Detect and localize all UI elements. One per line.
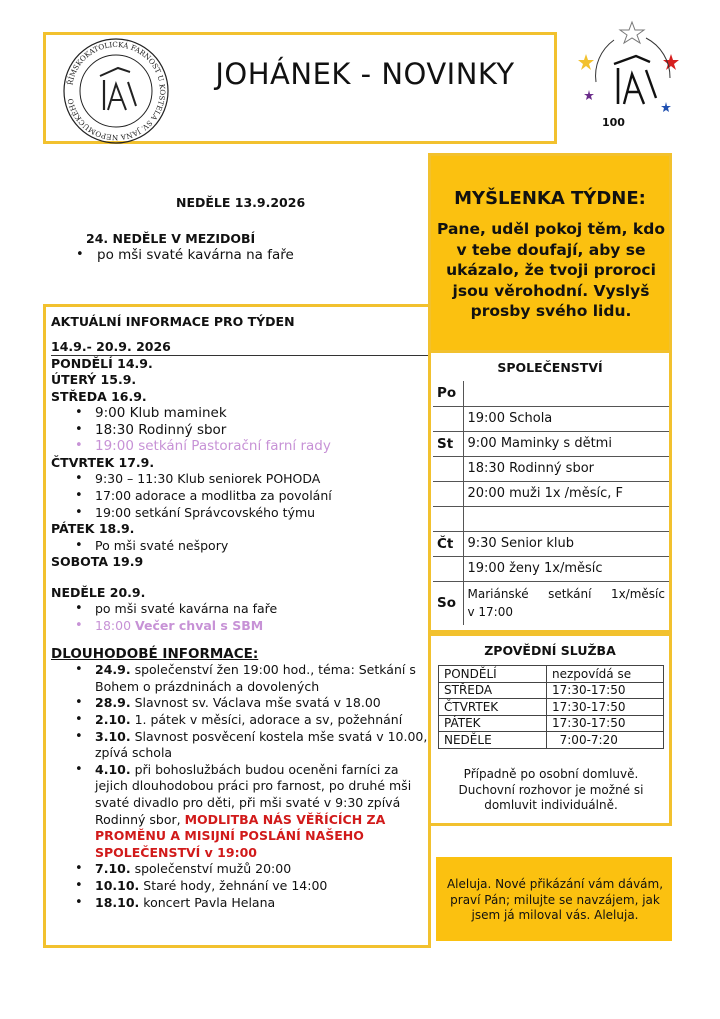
svg-text:100: 100 [602,116,625,129]
list-item: • 19:00 setkání Pastorační farní rady [51,438,429,455]
list-item: • 4.10. při bohoslužbách budou oceněni farníci za jejich dlouhodobou práci pro farnost, po druhé mši svaté divadlo pro děti, při mši svaté v 9:30 zpívá Rodinný sbor, MODLITBA NÁS VĚŘÍCÍCH ZA PROMĚNU A MISIJNÍ POSLÁNÍ NAŠEHO SPOLEČENSTVÍ v 19:00 [51,762,429,862]
event-time: 18:00 [95,617,132,633]
sunday-subtitle: 24. NEDĚLE V MEZIDOBÍ [86,231,256,246]
confession-table [438,665,664,749]
table-row: 20:00 muži 1x /měsíc, F [433,481,669,506]
list-item: • 19:00 setkání Správcovského týmu [51,505,429,522]
day-wednesday: STŘEDA 16.9. [51,388,147,404]
list-item: • 18.10. koncert Pavla Helana [51,895,429,912]
list-item: • 2.10. 1. pátek v měsíci, adorace a sv, požehnání [51,712,429,729]
community-title: SPOLEČENSTVÍ [497,360,603,375]
day-monday: PONDĚLÍ 14.9. [51,356,153,371]
table-row: PONDĚLÍ nezpovídá se [439,666,664,683]
sunday-list [70,247,400,264]
friday-list [51,538,429,555]
table-row: NEDĚLE 7:00-7:20 [439,732,664,749]
community-table [433,381,669,625]
star-blue-icon [661,102,671,112]
jubilee-logo [574,18,684,133]
long-term-title: DLOUHODOBÉ INFORMACE: [51,646,259,663]
day-thursday: ČTVRTEK 17.9. [51,455,155,470]
list-item: • po mši svaté kavárna na faře [51,601,429,618]
list-item: • 28.9. Slavnost sv. Václava mše svatá v 18.00 [51,695,429,712]
thought-title: MYŠLENKA TÝDNE: [454,188,646,209]
weekly-title: AKTUÁLNÍ INFORMACE PRO TÝDEN [51,314,295,329]
day-sunday: NEDĚLE 20.9. [51,584,146,600]
svg-text:ŘÍMSKOKATOLICKÁ FARNOST U KOST: ŘÍMSKOKATOLICKÁ FARNOST U KOSTELA SV. JANA NEPOMUCKÉHO [65,39,168,143]
list-item: • Po mši svaté nešpory [51,538,429,555]
table-row: 18:30 Rodinný sbor [433,456,669,481]
table-row: 19:00 Schola [433,406,669,431]
day-saturday: SOBOTA 19.9 [51,554,144,570]
star-red-icon [663,54,679,70]
long-term-list [51,662,429,911]
list-item: • po mši svaté kavárna na faře [70,247,400,264]
table-row: STŘEDA 17:30-17:50 [439,682,664,699]
star-purple-icon [584,90,594,100]
table-row: 19:00 ženy 1x/měsíc [433,556,669,581]
star-outline-icon [620,22,644,43]
day-tuesday: ÚTERÝ 15.9. [51,372,137,388]
table-row: Čt 9:30 Senior klub [433,531,669,556]
sunday2-list [51,601,429,634]
table-row: St 9:00 Maminky s dětmi [433,431,669,456]
list-item: • 10.10. Staré hody, žehnání ve 14:00 [51,878,429,895]
list-item: • 7.10. společenství mužů 20:00 [51,861,429,878]
table-row [433,506,669,531]
list-item [51,618,429,635]
list-item: • 17:00 adorace a modlitba za povolání [51,488,429,505]
list-item: • 24.9. společenství žen 19:00 hod., téma: Setkání s Bohem o prázdninách a dovolených [51,662,429,695]
event-title: Večer chval s SBM [135,617,264,633]
sunday-date: NEDĚLE 13.9.2026 [176,195,306,210]
weekly-info [51,314,429,911]
confession-title: ZPOVĚDNÍ SLUŽBA [484,643,616,658]
list-item: • 9:30 – 11:30 Klub seniorek POHODA [51,471,429,488]
table-row: Po [433,381,669,406]
thursday-list [51,471,429,521]
list-item: • 3.10. Slavnost posvěcení kostela mše svatá v 10.00, zpívá schola [51,729,429,762]
page-title: JOHÁNEK - NOVINKY [215,57,515,91]
star-yellow-icon [578,54,594,70]
list-item: • 18:30 Rodinný sbor [51,422,429,439]
table-row: ČTVRTEK 17:30-17:50 [439,699,664,716]
day-friday: PÁTEK 18.9. [51,521,135,537]
table-row: PÁTEK 17:30-17:50 [439,715,664,732]
parish-seal-logo [56,36,176,146]
thought-text: Pane, uděl pokoj těm, kdo v tebe doufají, aby se ukázalo, že tvoji proroci jsou věrohodní. Vyslyš prosby svého lidu. [437,220,665,320]
confession-note: Případně po osobní domluvě. Duchovní rozhovor je možné si domluvit individuálně. [458,767,644,812]
table-row: So Mariánské setkání 1x/měsíc v 17:00 [433,581,669,625]
week-range: 14.9.- 20.9. 2026 [51,339,429,356]
list-item: • 9:00 Klub maminek [51,405,429,422]
wednesday-list [51,405,429,455]
alleluia-text: Aleluja. Nové přikázání vám dávám, praví Pán; milujte se navzájem, jak jsem já miloval vás. Aleluja. [446,877,664,922]
